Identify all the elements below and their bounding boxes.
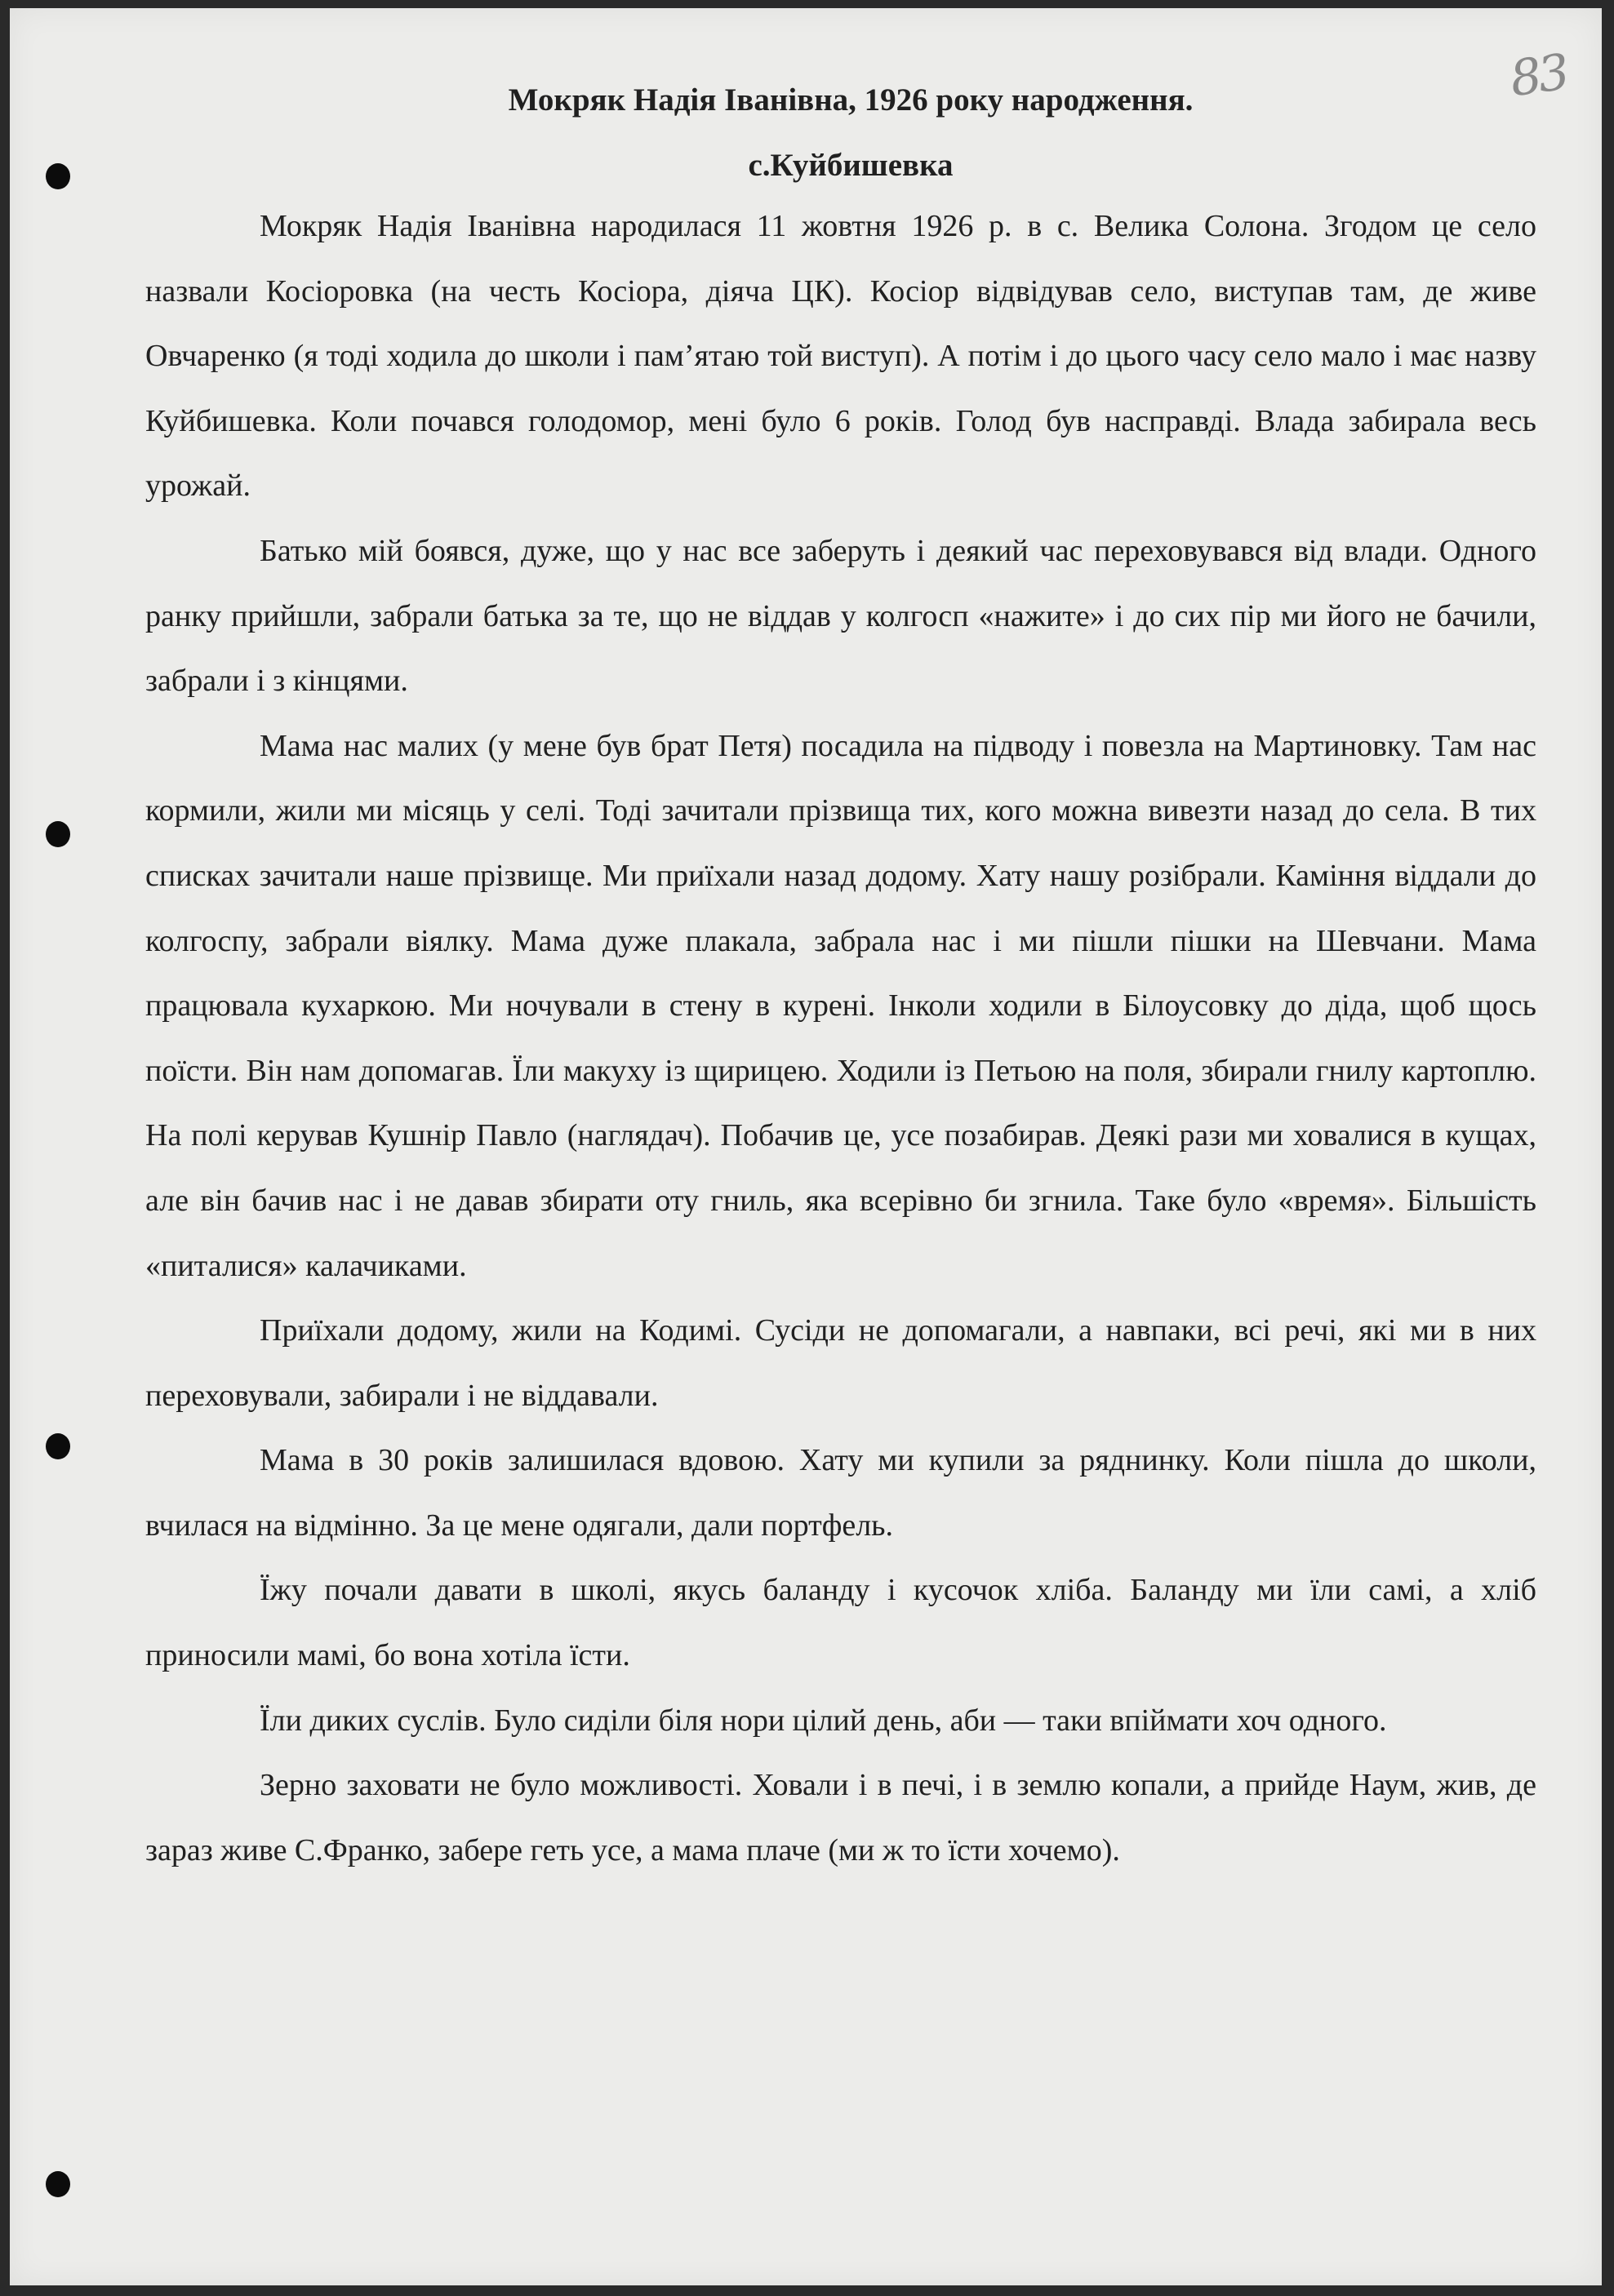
punch-hole	[46, 163, 70, 189]
paragraph: Мама в 30 років залишилася вдовою. Хату ми купили за ряднинку. Коли пішла до школи, вчилася на відмінно. За це мене одягали, дали портфель.	[145, 1443, 1536, 1543]
paragraph: Зерно заховати не було можливості. Ховали і в печі, і в землю копали, а прийде Наум, жив, де зараз живе С.Франко, забере геть усе, а мама плаче (ми ж то їсти хочемо).	[145, 1768, 1536, 1867]
document-title: Мокряк Надія Іванівна, 1926 року народження.	[508, 82, 1194, 118]
paragraph: Їжу почали давати в школі, якусь баланду і кусочок хліба. Баланду ми їли самі, а хліб приносили мамі, бо вона хотіла їсти.	[145, 1573, 1536, 1673]
paragraph: Їли диких суслів. Було сиділи біля нори цілий день, аби — таки впіймати хоч одного.	[260, 1703, 1387, 1738]
paragraph: Приїхали додому, жили на Кодимі. Сусіди не допомагали, а навпаки, всі речі, які ми в них переховували, забирали і не віддавали.	[145, 1313, 1536, 1413]
punch-hole	[46, 1433, 70, 1459]
document-body	[145, 80, 1536, 1883]
paragraph: Батько мій боявся, дуже, що у нас все заберуть і деякий час переховувався від влади. Одного ранку прийшли, забрали батька за те, що не віддав у колгосп «нажите» і до сих пір ми його не бачили, забрали і з кінцями.	[145, 533, 1536, 699]
document-subtitle: с.Куйбишевка	[748, 148, 954, 183]
punch-hole	[46, 821, 70, 847]
paragraph: Мама нас малих (у мене був брат Петя) посадила на підводу і повезла на Мартиновку. Там нас кормили, жили ми місяць у селі. Тоді зачитали прізвища тих, кого можна вивезти назад до села. В тих списках зачитали наше прізвище. Ми приїхали назад додому. Хату нашу розібрали. Каміння віддали до колгоспу, забрали віялку. Мама дуже плакала, забрала нас і ми пішли пішки на Шевчани. Мама працювала кухаркою. Ми ночували в стену в курені. Інколи ходили в Білоусовку до діда, щоб щось поїсти. Він нам допомагав. Їли макуху із щирицею. Ходили із Петьою на поля, збирали гнилу картоплю. На полі керував Кушнір Павло (наглядач). Побачив це, усе позабирав. Деякі рази ми ховалися в кущах, але він бачив нас і не давав збирати оту гниль, яка всерівно би згнила. Таке було «время». Більшість «питалися» калачиками.	[145, 728, 1536, 1283]
punch-hole	[46, 2171, 70, 2197]
paragraph: Мокряк Надія Іванівна народилася 11 жовтня 1926 р. в с. Велика Солона. Згодом це село назвали Косіоровка (на честь Косіора, діяча ЦК). Косіор відвідував село, виступав там, де живе Овчаренко (я тоді ходила до школи і пам’ятаю той виступ). А потім і до цього часу село мало і має назву Куйбишевка. Коли почався голодомор, мені було 6 років. Голод був насправді. Влада забирала весь урожай.	[145, 209, 1536, 504]
handwritten-page-number: 83	[1506, 43, 1570, 109]
